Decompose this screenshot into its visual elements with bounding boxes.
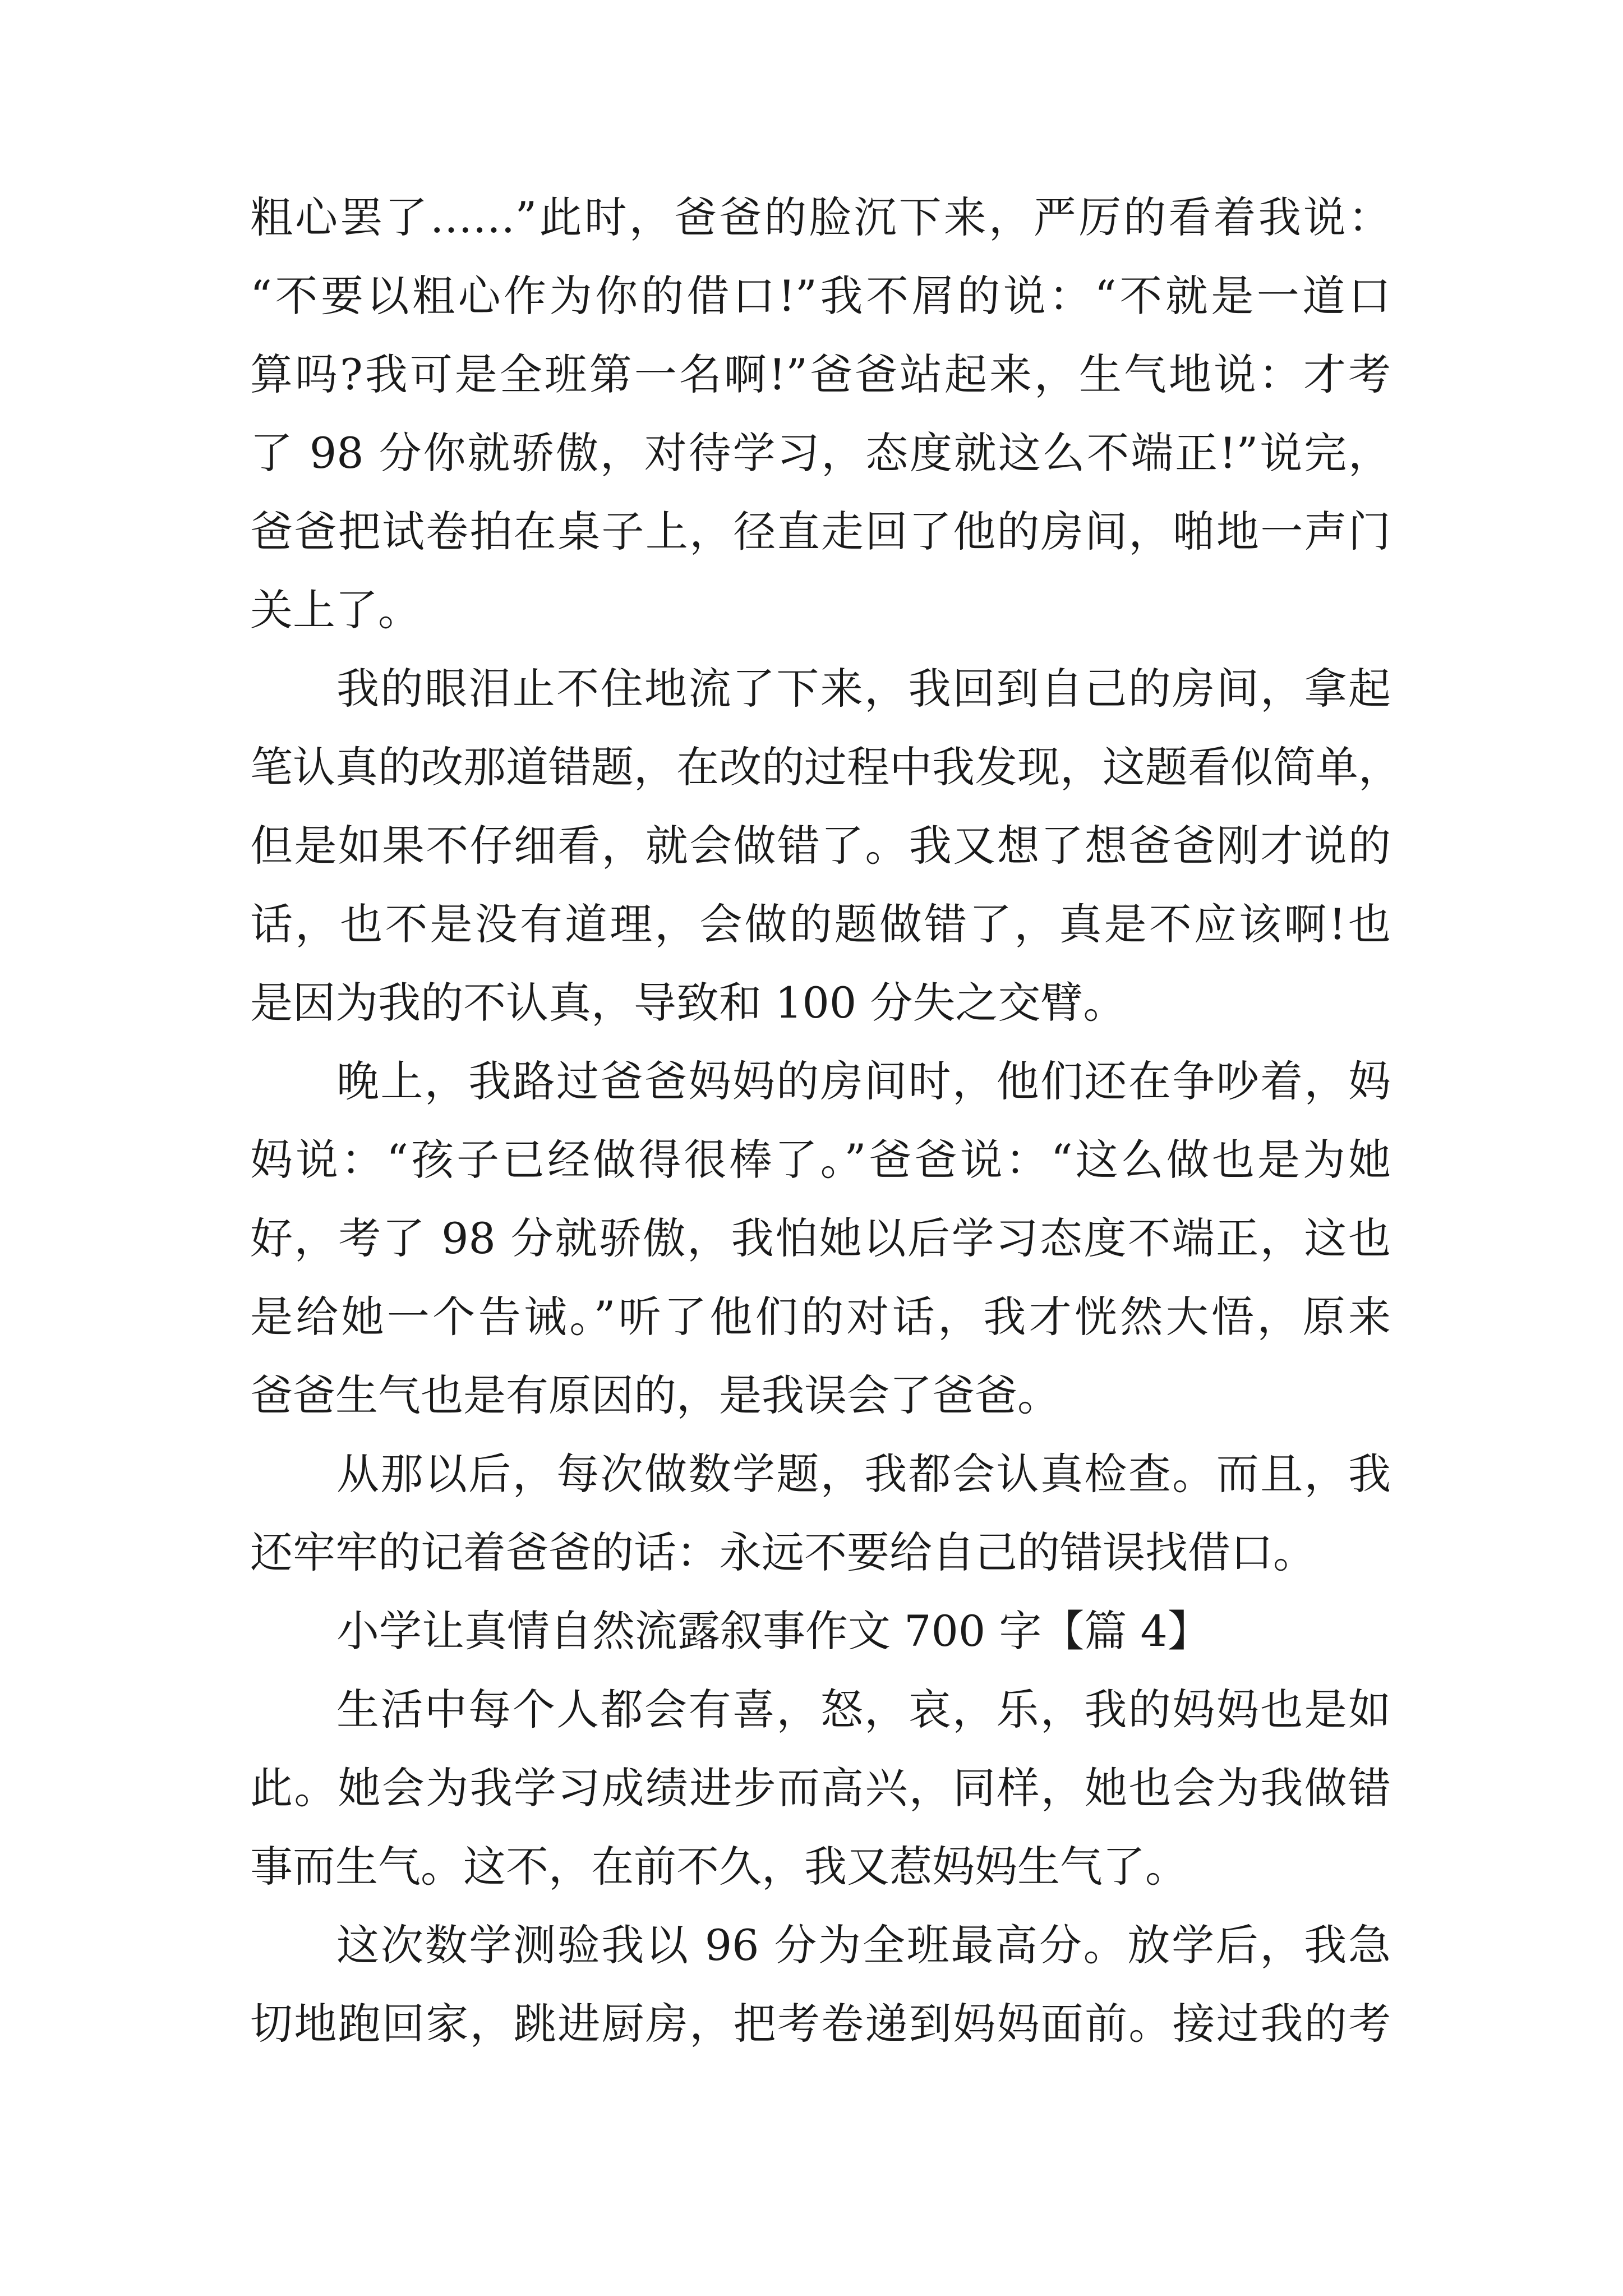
text-line: 爸爸把试卷拍在桌子上，径直走回了他的房间，啪地一声门	[250, 507, 1391, 556]
text-line: 话，也不是没有道理，会做的题做错了，真是不应该啊!也	[250, 899, 1391, 949]
text-line: 但是如果不仔细看，就会做错了。我又想了想爸爸刚才说的	[250, 821, 1391, 871]
text-line: 好，考了 98 分就骄傲，我怕她以后学习态度不端正，这也	[250, 1213, 1391, 1263]
paragraph-first-line: 从那以后，每次做数学题，我都会认真检查。而且，我	[336, 1449, 1391, 1499]
paragraph-first-line: 这次数学测验我以 96 分为全班最高分。放学后，我急	[336, 1920, 1391, 1970]
text-line: 关上了。	[250, 585, 421, 635]
text-line: 切地跑回家，跳进厨房，把考卷递到妈妈面前。接过我的考	[250, 1999, 1391, 2049]
text-line: 是给她一个告诫。”听了他们的对话，我才恍然大悟，原来	[250, 1292, 1391, 1342]
text-line: 笔认真的改那道错题，在改的过程中我发现，这题看似简单，	[250, 742, 1401, 792]
text-line: “不要以粗心作为你的借口!”我不屑的说：“不就是一道口	[250, 271, 1391, 321]
text-line: 事而生气。这不，在前不久，我又惹妈妈生气了。	[250, 1842, 1188, 1892]
text-line: 粗心罢了……”此时，爸爸的脸沉下来，严厉的看着我说：	[250, 192, 1391, 242]
text-line: 爸爸生气也是有原因的，是我误会了爸爸。	[250, 1370, 1060, 1420]
paragraph-first-line: 我的眼泪止不住地流了下来，我回到自己的房间，拿起	[336, 664, 1391, 714]
paragraph-first-line: 生活中每个人都会有喜，怒，哀，乐，我的妈妈也是如	[336, 1685, 1391, 1734]
paragraph-first-line: 晚上，我路过爸爸妈妈的房间时，他们还在争吵着，妈	[336, 1056, 1391, 1106]
text-line: 妈说：“孩子已经做得很棒了。”爸爸说：“这么做也是为她	[250, 1135, 1391, 1185]
text-line: 此。她会为我学习成绩进步而高兴，同样，她也会为我做错	[250, 1763, 1391, 1813]
section-heading: 小学让真情自然流露叙事作文 700 字【篇 4】	[336, 1606, 1210, 1656]
text-line: 是因为我的不认真，导致和 100 分失之交臂。	[250, 978, 1126, 1028]
text-line: 了 98 分你就骄傲，对待学习，态度就这么不端正!”说完，	[250, 428, 1391, 478]
text-line: 还牢牢的记着爸爸的话：永远不要给自己的错误找借口。	[250, 1527, 1316, 1577]
text-line: 算吗?我可是全班第一名啊!”爸爸站起来，生气地说：才考	[250, 349, 1391, 399]
